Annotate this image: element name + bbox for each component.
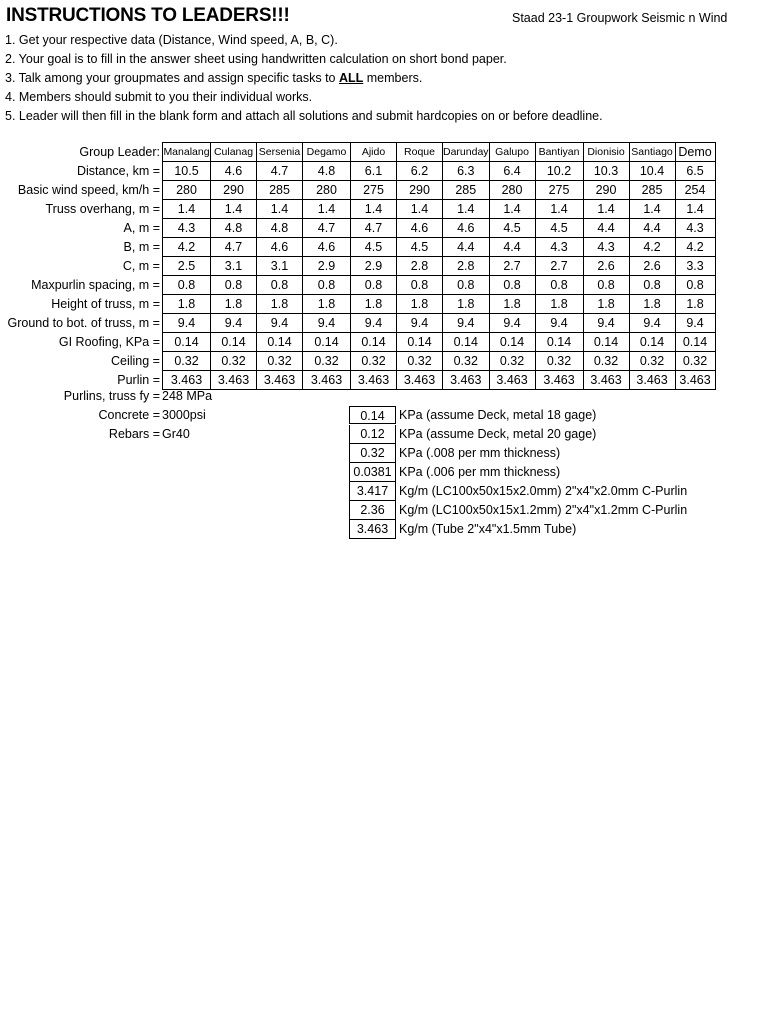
table-cell: 3.463	[397, 371, 443, 390]
table-cell: 290	[583, 181, 629, 200]
table-cell: 1.8	[303, 295, 351, 314]
table-cell: 0.32	[629, 352, 675, 371]
table-row	[0, 333, 715, 352]
table-cell: 10.4	[629, 162, 675, 181]
table-cell: 1.4	[489, 200, 535, 219]
table-cell: 2.7	[535, 257, 583, 276]
table-cell: 4.6	[397, 219, 443, 238]
table-cell: 280	[303, 181, 351, 200]
table-cell: 0.8	[163, 276, 211, 295]
table-cell: 2.9	[303, 257, 351, 276]
row-label: Group Leader:	[79, 145, 160, 159]
table-cell: 4.4	[489, 238, 535, 257]
table-cell: 4.8	[257, 219, 303, 238]
table-cell: 0.32	[303, 352, 351, 371]
table-cell: 4.5	[535, 219, 583, 238]
table-cell: 2.8	[397, 257, 443, 276]
table-cell: 0.14	[629, 333, 675, 352]
table-cell: 4.2	[629, 238, 675, 257]
table-cell: 1.4	[397, 200, 443, 219]
table-cell: 1.4	[303, 200, 351, 219]
table-row	[0, 238, 715, 257]
leader-name-cell: Santiago	[629, 143, 675, 162]
property-label: Purlins, truss fy =	[63, 389, 160, 403]
table-cell: 6.4	[489, 162, 535, 181]
table-cell: 285	[443, 181, 490, 200]
table-cell: 1.8	[489, 295, 535, 314]
page-title: INSTRUCTIONS TO LEADERS!!!	[6, 5, 290, 26]
table-cell: 285	[629, 181, 675, 200]
table-cell: 0.32	[257, 352, 303, 371]
table-cell: 275	[351, 181, 397, 200]
table-cell: 0.14	[257, 333, 303, 352]
table-cell: 4.2	[163, 238, 211, 257]
instructions-list	[5, 31, 603, 126]
table-cell: 9.4	[535, 314, 583, 333]
row-label: C, m =	[122, 259, 160, 273]
leader-name-cell: Manalang	[163, 143, 211, 162]
leader-name-cell: Degamo	[303, 143, 351, 162]
table-cell: 9.4	[489, 314, 535, 333]
table-cell: 0.32	[443, 352, 490, 371]
table-cell: 10.2	[535, 162, 583, 181]
leader-name-cell: Demo	[675, 143, 715, 162]
row-label: Maxpurlin spacing, m =	[31, 278, 160, 292]
table-cell: 0.32	[489, 352, 535, 371]
material-description: Kg/m (LC100x50x15x2.0mm) 2"x4"x2.0mm C-Purlin	[399, 484, 688, 498]
table-cell: 280	[163, 181, 211, 200]
table-cell: 275	[535, 181, 583, 200]
row-label: A, m =	[123, 221, 160, 235]
row-label: Height of truss, m =	[51, 297, 160, 311]
property-label: Rebars =	[108, 427, 160, 441]
table-cell: 1.4	[583, 200, 629, 219]
table-cell: 4.3	[535, 238, 583, 257]
table-cell: 9.4	[629, 314, 675, 333]
table-cell: 0.8	[583, 276, 629, 295]
table-cell: 4.4	[629, 219, 675, 238]
table-cell: 4.3	[675, 219, 715, 238]
table-cell: 1.8	[397, 295, 443, 314]
misc-properties	[0, 387, 212, 444]
table-cell: 1.8	[535, 295, 583, 314]
table-cell: 3.463	[675, 371, 715, 390]
table-cell: 1.8	[583, 295, 629, 314]
table-cell: 0.8	[675, 276, 715, 295]
table-row	[0, 295, 715, 314]
table-cell: 0.8	[257, 276, 303, 295]
table-cell: 1.4	[535, 200, 583, 219]
table-cell: 4.5	[351, 238, 397, 257]
table-cell: 4.7	[211, 238, 257, 257]
leader-name-cell: Roque	[397, 143, 443, 162]
material-value: 3.463	[349, 520, 396, 539]
table-cell: 3.463	[163, 371, 211, 390]
table-cell: 280	[489, 181, 535, 200]
table-cell: 1.4	[163, 200, 211, 219]
table-cell: 1.4	[211, 200, 257, 219]
table-row	[0, 352, 715, 371]
table-cell: 4.4	[443, 238, 490, 257]
table-cell: 1.4	[443, 200, 490, 219]
table-cell: 3.1	[211, 257, 257, 276]
material-description: KPa (assume Deck, metal 18 gage)	[399, 408, 597, 422]
table-cell: 3.463	[257, 371, 303, 390]
table-cell: 4.5	[397, 238, 443, 257]
property-row	[0, 387, 212, 406]
table-cell: 3.463	[583, 371, 629, 390]
material-description: KPa (.008 per mm thickness)	[399, 446, 561, 460]
property-value: Gr40	[162, 427, 190, 441]
table-cell: 3.463	[351, 371, 397, 390]
leader-name-cell: Culanag	[211, 143, 257, 162]
table-header-row	[0, 143, 715, 162]
row-label: Purlin =	[117, 373, 160, 387]
table-cell: 9.4	[163, 314, 211, 333]
material-description: KPa (assume Deck, metal 20 gage)	[399, 427, 597, 441]
table-cell: 0.32	[211, 352, 257, 371]
table-cell: 3.463	[629, 371, 675, 390]
table-cell: 0.14	[351, 333, 397, 352]
table-cell: 290	[397, 181, 443, 200]
table-cell: 1.4	[257, 200, 303, 219]
table-cell: 0.14	[489, 333, 535, 352]
instruction-item: 4. Members should submit to you their individual works.	[5, 90, 313, 104]
table-cell: 0.8	[397, 276, 443, 295]
table-cell: 2.5	[163, 257, 211, 276]
table-cell: 4.7	[257, 162, 303, 181]
table-cell: 0.8	[303, 276, 351, 295]
table-cell: 9.4	[443, 314, 490, 333]
table-cell: 4.7	[351, 219, 397, 238]
table-cell: 0.14	[535, 333, 583, 352]
table-cell: 1.4	[629, 200, 675, 219]
leader-name-cell: Galupo	[489, 143, 535, 162]
table-row	[0, 314, 715, 333]
instruction-item: 3. Talk among your groupmates and assign specific tasks to ALL members.	[5, 71, 423, 85]
table-cell: 0.8	[351, 276, 397, 295]
table-cell: 0.32	[675, 352, 715, 371]
table-cell: 1.8	[257, 295, 303, 314]
table-cell: 3.463	[535, 371, 583, 390]
table-cell: 3.463	[443, 371, 490, 390]
table-cell: 0.8	[211, 276, 257, 295]
table-cell: 4.4	[583, 219, 629, 238]
table-cell: 4.6	[443, 219, 490, 238]
table-cell: 4.5	[489, 219, 535, 238]
table-cell: 4.8	[211, 219, 257, 238]
table-cell: 290	[211, 181, 257, 200]
row-label: Ground to bot. of truss, m =	[7, 316, 160, 330]
table-cell: 285	[257, 181, 303, 200]
row-label: Distance, km =	[76, 164, 160, 178]
table-row	[0, 257, 715, 276]
group-data-table	[0, 142, 716, 390]
material-value: 0.32	[349, 444, 396, 463]
material-description: Kg/m (Tube 2"x4"x1.5mm Tube)	[399, 522, 577, 536]
table-cell: 3.1	[257, 257, 303, 276]
table-cell: 0.32	[535, 352, 583, 371]
table-cell: 3.463	[211, 371, 257, 390]
property-value: 248 MPa	[162, 389, 213, 403]
table-row	[0, 219, 715, 238]
table-row	[0, 181, 715, 200]
material-value: 2.36	[349, 501, 396, 520]
leader-name-cell: Darunday	[443, 143, 490, 162]
property-label: Concrete =	[98, 408, 160, 422]
material-value: 3.417	[349, 482, 396, 501]
table-cell: 0.14	[443, 333, 490, 352]
table-cell: 4.7	[303, 219, 351, 238]
material-value: 0.12	[349, 425, 396, 444]
table-cell: 1.8	[211, 295, 257, 314]
table-cell: 9.4	[351, 314, 397, 333]
leader-name-cell: Sersenia	[257, 143, 303, 162]
table-cell: 1.8	[629, 295, 675, 314]
emphasis-all: ALL	[338, 71, 364, 85]
table-cell: 0.32	[163, 352, 211, 371]
table-cell: 9.4	[675, 314, 715, 333]
table-cell: 1.8	[443, 295, 490, 314]
table-cell: 2.7	[489, 257, 535, 276]
table-cell: 0.32	[397, 352, 443, 371]
table-cell: 9.4	[303, 314, 351, 333]
table-cell: 4.6	[303, 238, 351, 257]
material-description: Kg/m (LC100x50x15x1.2mm) 2"x4"x1.2mm C-Purlin	[399, 503, 688, 517]
table-row	[0, 162, 715, 181]
leader-name-cell: Bantiyan	[535, 143, 583, 162]
material-description: KPa (.006 per mm thickness)	[399, 465, 561, 479]
row-label: GI Roofing, KPa =	[58, 335, 160, 349]
table-cell: 6.3	[443, 162, 490, 181]
material-value: 0.0381	[349, 463, 396, 482]
table-cell: 6.2	[397, 162, 443, 181]
instruction-item: 2. Your goal is to fill in the answer sheet using handwritten calculation on short bond paper.	[5, 52, 507, 66]
table-cell: 1.8	[351, 295, 397, 314]
table-cell: 1.8	[163, 295, 211, 314]
row-label: Ceiling =	[111, 354, 160, 368]
table-cell: 10.3	[583, 162, 629, 181]
row-label: Truss overhang, m =	[45, 202, 160, 216]
table-cell: 0.32	[351, 352, 397, 371]
table-cell: 0.14	[211, 333, 257, 352]
document-subtitle: Staad 23-1 Groupwork Seismic n Wind	[512, 11, 728, 25]
table-row	[0, 276, 715, 295]
table-cell: 0.32	[583, 352, 629, 371]
table-cell: 6.5	[675, 162, 715, 181]
table-cell: 0.8	[489, 276, 535, 295]
material-value: 0.14	[349, 406, 396, 424]
table-cell: 4.3	[163, 219, 211, 238]
table-cell: 1.4	[351, 200, 397, 219]
table-cell: 6.1	[351, 162, 397, 181]
table-cell: 3.463	[489, 371, 535, 390]
table-cell: 4.2	[675, 238, 715, 257]
table-cell: 0.8	[629, 276, 675, 295]
table-cell: 1.8	[675, 295, 715, 314]
table-cell: 3.463	[303, 371, 351, 390]
table-cell: 0.8	[535, 276, 583, 295]
table-cell: 2.6	[629, 257, 675, 276]
table-cell: 254	[675, 181, 715, 200]
table-cell: 4.3	[583, 238, 629, 257]
table-cell: 9.4	[583, 314, 629, 333]
leader-name-cell: Ajido	[351, 143, 397, 162]
table-row	[0, 200, 715, 219]
table-cell: 9.4	[257, 314, 303, 333]
leader-name-cell: Dionisio	[583, 143, 629, 162]
table-cell: 4.6	[211, 162, 257, 181]
table-cell: 0.8	[443, 276, 490, 295]
table-cell: 0.14	[583, 333, 629, 352]
row-label: Basic wind speed, km/h =	[17, 183, 160, 197]
table-cell: 10.5	[163, 162, 211, 181]
table-cell: 9.4	[211, 314, 257, 333]
instruction-item: 1. Get your respective data (Distance, Wind speed, A, B, C).	[5, 33, 338, 47]
instruction-item: 5. Leader will then fill in the blank form and attach all solutions and submit hardcopies on or before deadline.	[5, 109, 603, 123]
table-cell: 4.8	[303, 162, 351, 181]
property-row	[0, 406, 212, 425]
table-cell: 2.6	[583, 257, 629, 276]
table-cell: 0.14	[163, 333, 211, 352]
row-label: B, m =	[123, 240, 160, 254]
table-cell: 0.14	[397, 333, 443, 352]
table-cell: 3.3	[675, 257, 715, 276]
table-cell: 0.14	[303, 333, 351, 352]
property-row	[0, 425, 212, 444]
table-cell: 2.9	[351, 257, 397, 276]
table-cell: 4.6	[257, 238, 303, 257]
table-cell: 9.4	[397, 314, 443, 333]
table-cell: 0.14	[675, 333, 715, 352]
table-cell: 1.4	[675, 200, 715, 219]
table-cell: 2.8	[443, 257, 490, 276]
property-value: 3000psi	[162, 408, 206, 422]
